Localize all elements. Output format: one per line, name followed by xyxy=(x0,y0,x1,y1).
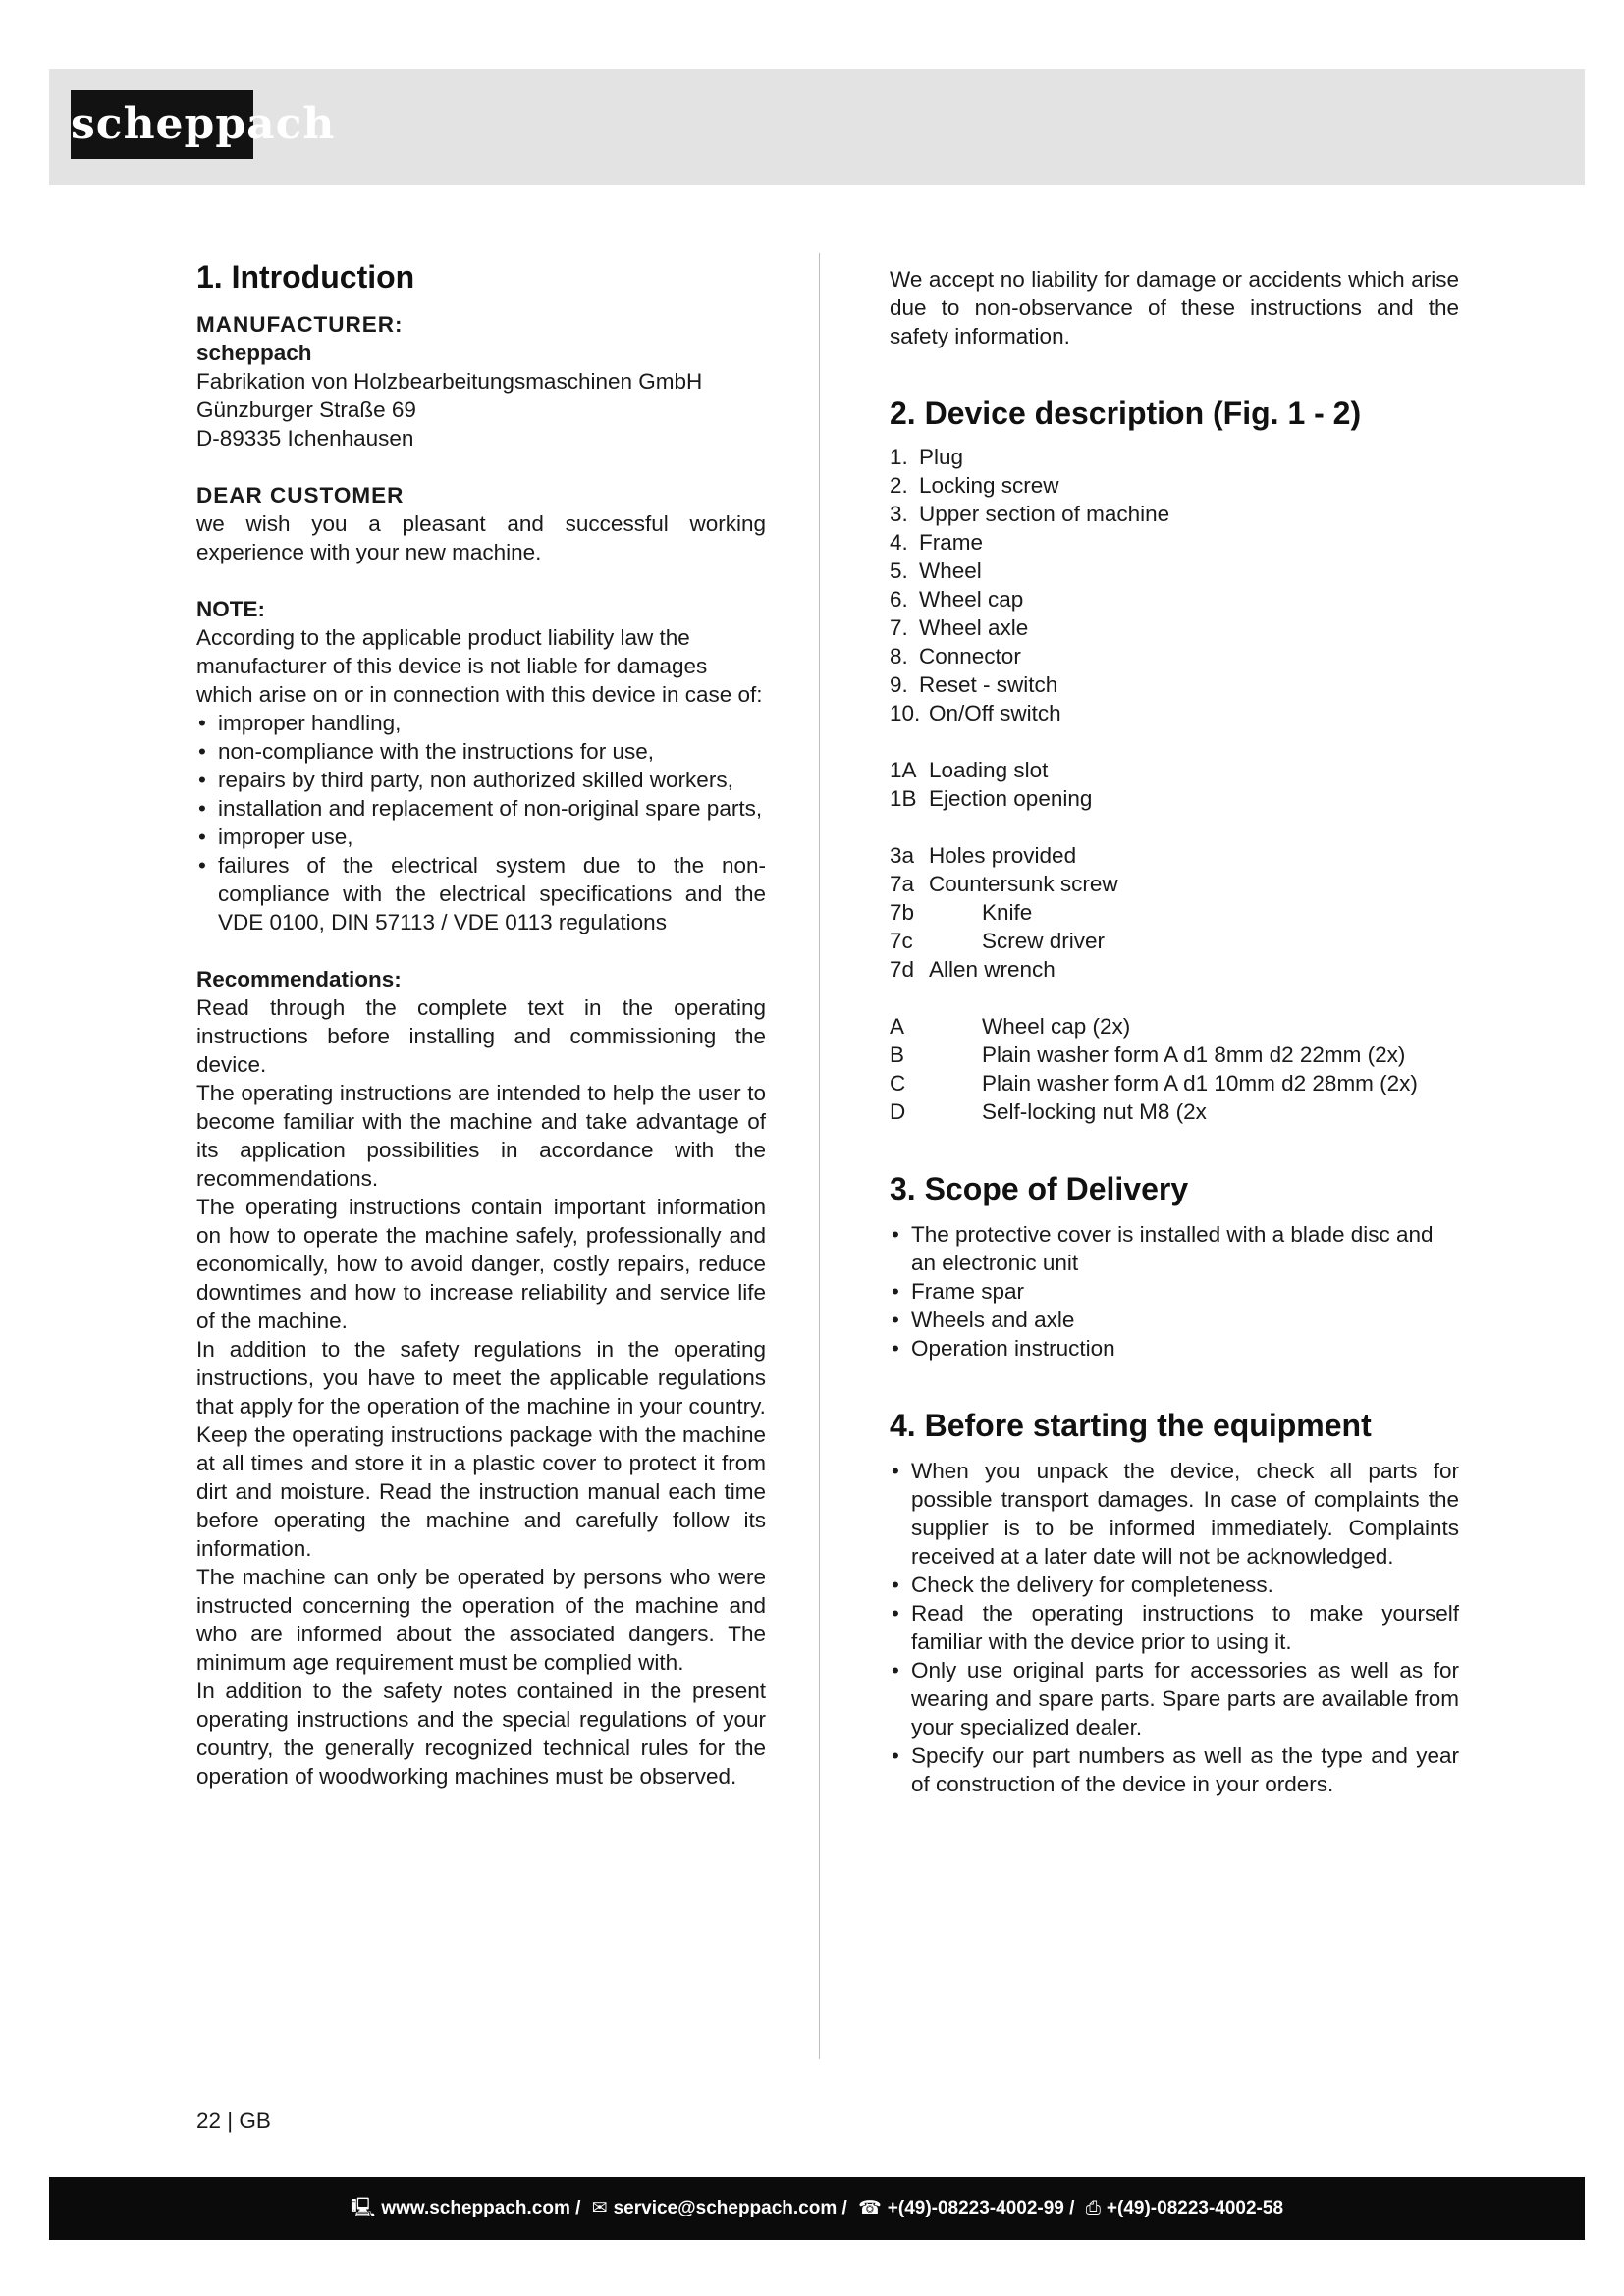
phone-number: +(49)-08223-4002-99 / xyxy=(887,2198,1075,2218)
list-item: 6. Wheel cap xyxy=(890,587,1024,612)
list-item: • failures of the electrical system due to the non-compliance with the electrical specifications and the VDE 0100, DIN 57113 / VDE 0113 regulations xyxy=(196,851,766,936)
recommendation-paragraph: The operating instructions contain important information on how to operate the machine safely, professionally and economically, how to avoid danger, costly repairs, reduce downtimes and how to increase reliability and service life of the machine. xyxy=(196,1195,766,1333)
left-column xyxy=(196,257,766,1790)
list-item: 7d Allen wrench xyxy=(890,957,1056,982)
list-item: A Wheel cap (2x) xyxy=(890,1014,1131,1039)
note-list xyxy=(196,709,766,936)
before-starting-list xyxy=(890,1457,1459,1798)
list-item: • Read the operating instructions to make yourself familiar with the device prior to using it. xyxy=(890,1599,1459,1656)
recommendation-paragraph: In addition to the safety regulations in the operating instructions, you have to meet the applicable regulations that apply for the operation of the machine in your country. xyxy=(196,1337,766,1418)
accessory-list xyxy=(890,1012,1459,1126)
list-item: D Self-locking nut M8 (2x xyxy=(890,1099,1207,1124)
note-text: According to the applicable product liability law the manufacturer of this device is not liable for damages which arise on or in connection with this device in case of: xyxy=(196,625,763,707)
dear-customer-text: we wish you a pleasant and successful working experience with your new machine. xyxy=(196,511,766,564)
recommendation-paragraph: Keep the operating instructions package with the machine at all times and store it in a plastic cover to protect it from dirt and moisture. Read the instruction manual each time before operating the machine and carefully follow its information. xyxy=(196,1422,766,1561)
scope-of-delivery-heading: 3. Scope of Delivery xyxy=(890,1171,1189,1206)
list-item: 2. Locking screw xyxy=(890,473,1059,498)
before-starting-heading: 4. Before starting the equipment xyxy=(890,1408,1372,1443)
manufacturer-line: Fabrikation von Holzbearbeitungsmaschinen GmbH xyxy=(196,369,703,394)
manufacturer-label: MANUFACTURER: xyxy=(196,312,404,337)
list-item: • The protective cover is installed with a blade disc and an electronic unit xyxy=(890,1220,1459,1277)
list-item: 7c Screw driver xyxy=(890,929,1106,953)
scheppach-logo: scheppach xyxy=(71,90,253,159)
scope-list xyxy=(890,1220,1459,1362)
list-item: 3. Upper section of machine xyxy=(890,502,1170,526)
recommendation-paragraph: The operating instructions are intended to help the user to become familiar with the machine and take advantage of its application possibilities in accordance with the recommendations. xyxy=(196,1081,766,1191)
list-item: 4. Frame xyxy=(890,530,984,555)
header-bar xyxy=(49,69,1585,185)
website-link[interactable]: www.scheppach.com / xyxy=(381,2198,581,2218)
list-item: 9. Reset - switch xyxy=(890,672,1058,697)
list-item: • Specify our part numbers as well as the type and year of construction of the device in your orders. xyxy=(890,1741,1459,1798)
list-item: • installation and replacement of non-original spare parts, xyxy=(196,794,766,823)
list-item: 1B Ejection opening xyxy=(890,786,1093,811)
right-column xyxy=(890,265,1459,1798)
device-parts-list xyxy=(890,443,1459,727)
list-item: • improper use, xyxy=(196,823,766,851)
list-item: • Wheels and axle xyxy=(890,1306,1459,1334)
recommendations-label: Recommendations: xyxy=(196,967,402,991)
manufacturer-line: D-89335 Ichenhausen xyxy=(196,426,414,451)
intro-heading: 1. Introduction xyxy=(196,259,415,294)
envelope-icon: ✉ xyxy=(591,2198,608,2218)
list-item: C Plain washer form A d1 10mm d2 28mm (2x) xyxy=(890,1071,1418,1095)
list-item: B Plain washer form A d1 8mm d2 22mm (2x) xyxy=(890,1042,1406,1067)
email-link[interactable]: service@scheppach.com / xyxy=(613,2198,847,2218)
phone-icon: ☎ xyxy=(858,2198,882,2218)
device-parts-group-1 xyxy=(890,756,1459,813)
device-parts-group-2 xyxy=(890,841,1459,984)
note-label: NOTE: xyxy=(196,597,265,621)
page-number: 22 | GB xyxy=(196,2109,271,2133)
column-divider xyxy=(819,253,820,2059)
list-item: 7. Wheel axle xyxy=(890,615,1029,640)
list-item: 1A Loading slot xyxy=(890,758,1049,782)
dear-customer-label: DEAR CUSTOMER xyxy=(196,483,405,507)
list-item: 7b Knife xyxy=(890,900,1033,925)
liability-text: We accept no liability for damage or accidents which arise due to non-observance of these instructions and the safety information. xyxy=(890,267,1459,348)
fax-icon: ⎙ xyxy=(1085,2198,1101,2218)
list-item: 10. On/Off switch xyxy=(890,701,1061,725)
manufacturer-name: scheppach xyxy=(196,341,312,365)
recommendation-paragraph: In addition to the safety notes contained in the present operating instructions and the special regulations of your country, the generally recognized technical rules for the operation of woodworking machines must be observed. xyxy=(196,1679,766,1789)
list-item: • non-compliance with the instructions for use, xyxy=(196,737,766,766)
list-item: 1. Plug xyxy=(890,445,964,469)
fax-number: +(49)-08223-4002-58 xyxy=(1106,2198,1284,2218)
list-item: • Frame spar xyxy=(890,1277,1459,1306)
manufacturer-line: Günzburger Straße 69 xyxy=(196,398,416,422)
list-item: • repairs by third party, non authorized skilled workers, xyxy=(196,766,766,794)
list-item: 7a Countersunk screw xyxy=(890,872,1118,896)
list-item: • Only use original parts for accessories as well as for wearing and spare parts. Spare parts are available from your specialized dealer. xyxy=(890,1656,1459,1741)
list-item: • Check the delivery for completeness. xyxy=(890,1571,1459,1599)
list-item: 8. Connector xyxy=(890,644,1021,668)
recommendation-paragraph: The machine can only be operated by persons who were instructed concerning the operation of the machine and who are informed about the associated dangers. The minimum age requirement must be complied with. xyxy=(196,1565,766,1675)
footer-contact-bar xyxy=(49,2177,1585,2240)
list-item: • improper handling, xyxy=(196,709,766,737)
list-item: 3a Holes provided xyxy=(890,843,1077,868)
computer-icon: 🖳 xyxy=(350,2198,376,2218)
recommendation-paragraph: Read through the complete text in the operating instructions before installing and commissioning the device. xyxy=(196,995,766,1077)
list-item: • Operation instruction xyxy=(890,1334,1459,1362)
device-description-heading: 2. Device description (Fig. 1 - 2) xyxy=(890,396,1362,431)
list-item: 5. Wheel xyxy=(890,559,982,583)
list-item: • When you unpack the device, check all parts for possible transport damages. In case of complaints the supplier is to be informed immediately. Complaints received at a later date will not be acknowledged. xyxy=(890,1457,1459,1571)
